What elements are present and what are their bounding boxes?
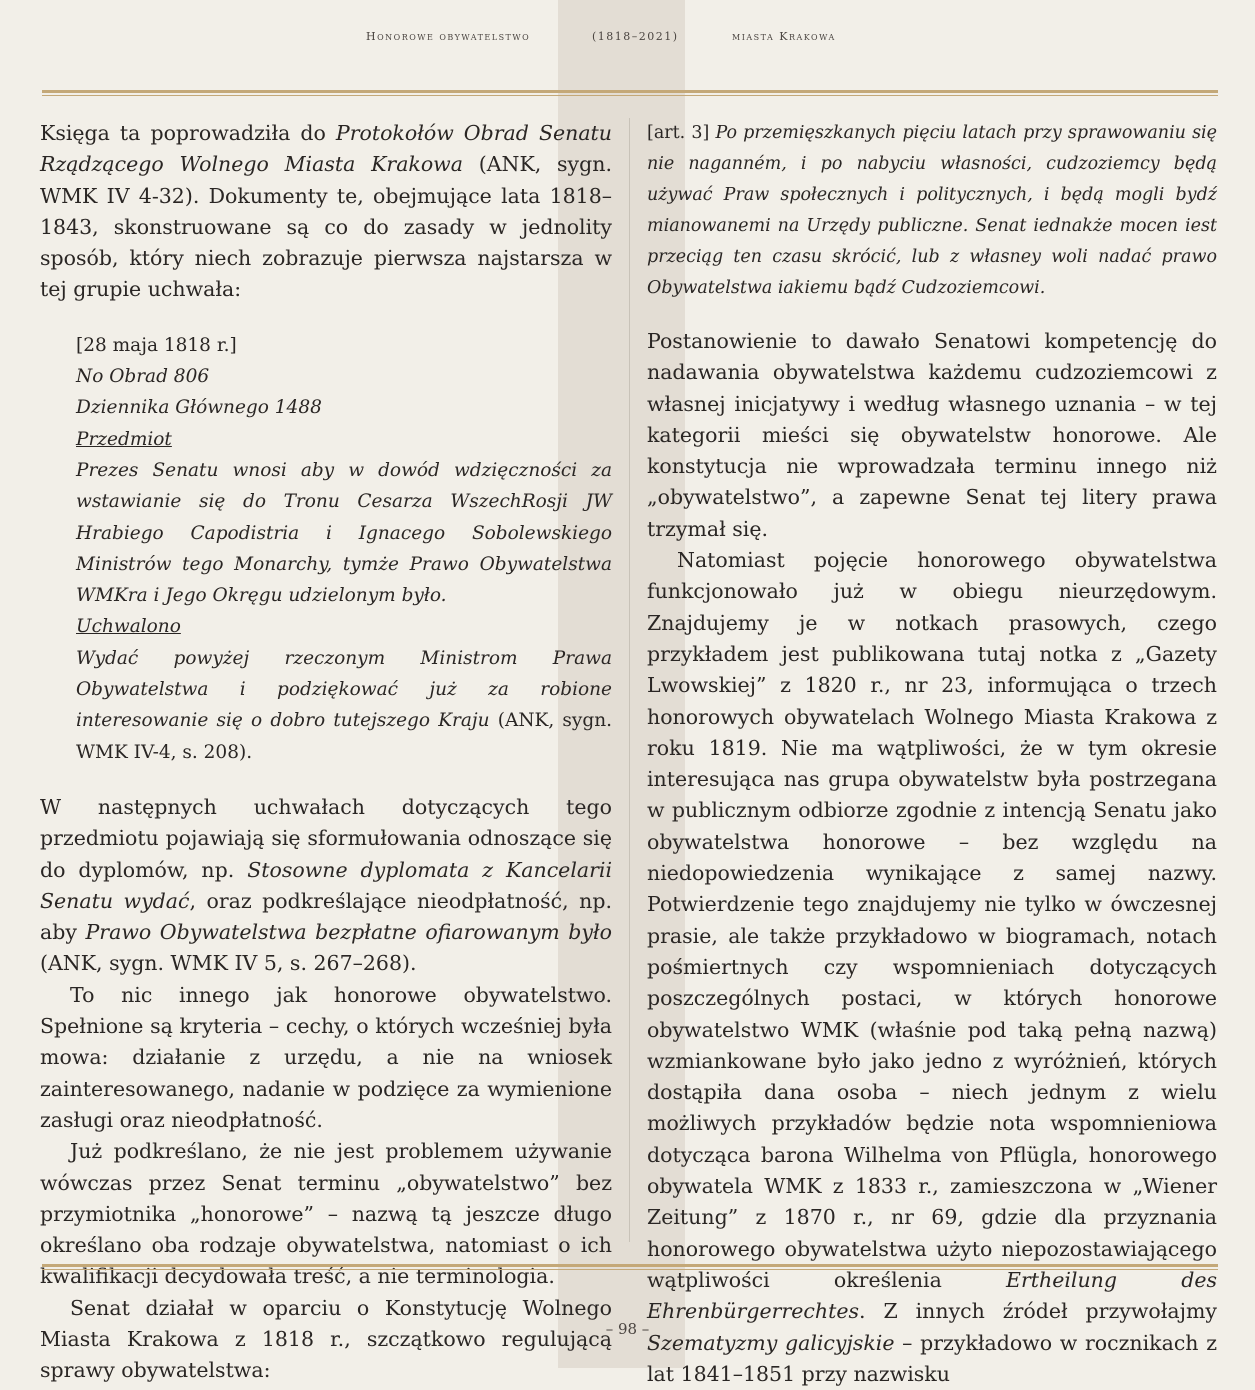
header-right: miasta Krakowa xyxy=(732,30,836,43)
header-middle: (1818–2021) xyxy=(592,30,679,43)
bottom-rule xyxy=(42,1264,1218,1270)
running-header xyxy=(0,30,1255,50)
left-column xyxy=(40,118,612,1387)
header-left: Honorowe obywatelstwo xyxy=(366,30,531,43)
column-divider xyxy=(629,118,630,1242)
paragraph-diplomas: W następnych uchwałach dotyczących tego przedmiotu pojawiają się sformułowania odnoszące się do dyplomów, np. Stosowne dyplomata z Kancelarii Senatu wydać, oraz podkreślające nieodpłatność, np. aby Prawo Obywatelstwa bezpłatne ofiarowanym było (ANK, sygn. WMK IV 5, s. 267–268). xyxy=(40,794,613,976)
quote-dziennik: Dziennika Głównego 1488 xyxy=(76,397,322,419)
resolution-quote xyxy=(76,330,612,768)
constitution-quote: [art. 3] Po przemięszkanych pięciu latach przy sprawowaniu się nie naganném, i po nabyciu własności, cudzoziemcy będą używać Praw społecznych i politycznych, i będą mogli bydź mianowanemi na Urzędy publiczne. Senat iednakże mocen iest przeciąg ten czasu skrócić, lub z własney woli nadać prawo Obywatelstwa iakiemu bądź Cudzoziemcowi. xyxy=(647,123,1217,298)
intro-paragraph: Księga ta poprowadziła do Protokołów Obrad Senatu Rządzącego Wolnego Miasta Krakowa (ANK, sygn. WMK IV 4-32). Dokumenty te, obejmujące lata 1818–1843, skonstruowane są co do zasady w jednolity sposób, który niech zobrazuje pierwsza najstarsza w tej grupie uchwała: xyxy=(40,121,612,302)
right-column xyxy=(647,118,1217,1390)
top-rule xyxy=(42,90,1218,96)
quote-przedmiot-label: Przedmiot xyxy=(76,428,172,450)
paragraph-competence: Postanowienie to dawało Senatowi kompetencję do nadawania obywatelstwa każdemu cudzoziemcowi z własnej inicjatywy i według własnego uznania – w tej kategorii mieści się obywatelstw honorowe. Ale konstytucja nie wprowadzała terminu innego niż „obywatelstwo”, a zapewne Senat tej litery prawa trzymał się. xyxy=(647,329,1217,541)
quote-no-obrad: No Obrad 806 xyxy=(76,366,210,388)
paragraph-unofficial: Natomiast pojęcie honorowego obywatelstwa funkcjonowało już w obiegu nieurzędowym. Znajdujemy je w notkach prasowych, czego przykładem jest publikowana tutaj notka z „Gazety Lwowskiej” z 1820 r., nr 23, informująca o trzech honorowych obywatelach Wolnego Miasta Krakowa z roku 1819. Nie ma wątpliwości, że w tym okresie interesująca nas grupa obywatelstw była postrzegana w publicznym odbiorze zgodnie z intencją Senatu jako obywatelstwa honorowe – bez względu na niedopowiedzenia wynikające z samej nazwy. Potwierdzenie tego znajdujemy nie tylko w ówczesnej prasie, ale także przykładowo w biogramach, notach pośmiertnych czy wspomnieniach dotyczących poszczególnych postaci, w których honorowe obywatelstwo WMK (właśnie pod taką pełną nazwą) wzmiankowane było jako jedno z wyróżnień, których dostąpiła dana osoba – niech jednym z wielu możliwych przykładów będzie nota wspomnieniowa dotycząca barona Wilhelma von Pflügla, honorowego obywatela WMK z 1833 r., zamieszczona w „Wiener Zeitung” z 1870 r., nr 69, gdzie dla przyznania honorowego obywatelstwa użyto niepozostawiającego wątpliwości określenia Ertheilung des Ehrenbürgerrechtes. Z innych źródeł przywołajmy Szematyzmy galicyjskie – przykładowo w rocznikach z lat 1841–1851 przy nazwisku xyxy=(647,548,1217,1386)
quote-przedmiot-text: Prezes Senatu wnosi aby w dowód wdzięczności za wstawianie się do Tronu Cesarza WszechRosji JW Hrabiego Capodistria i Ignacego Sobolewskiego Ministrów tego Monarchy, tymże Prawo Obywatelstwa WMKra i Jego Okręgu udzielonym było. xyxy=(76,459,612,607)
paragraph-terminology: Już podkreślano, że nie jest problemem używanie wówczas przez Senat terminu „obywatelstwo” bez przymiotnika „honorowe” – nazwą tą jeszcze długo określano oba rodzaje obywatelstwa, natomiast o ich kwalifikacji decydowała treść, a nie terminologia. xyxy=(40,1139,612,1289)
page-number: – 98 – xyxy=(605,1320,650,1338)
quote-date: [28 maja 1818 r.] xyxy=(76,334,237,356)
quote-uchwalono-label: Uchwalono xyxy=(76,616,181,638)
quote-uchwalono-text: Wydać powyżej rzeczonym Ministrom Prawa Obywatelstwa i podziękować już za robione interesowanie się o dobro tutejszego Kraju (ANK, sygn. WMK IV-4, s. 208). xyxy=(76,647,613,763)
paragraph-constitution: Senat działał w oparciu o Konstytucję Wolnego Miasta Krakowa z 1818 r., szczątkowo regulującą sprawy obywatelstwa: xyxy=(40,1295,612,1383)
paragraph-criteria: To nic innego jak honorowe obywatelstwo. Spełnione są kryteria – cechy, o których wcześniej była mowa: działanie z urzędu, a nie na wniosek zainteresowanego, nadanie w podzięce za wymienione zasługi oraz nieodpłatność. xyxy=(40,982,612,1132)
